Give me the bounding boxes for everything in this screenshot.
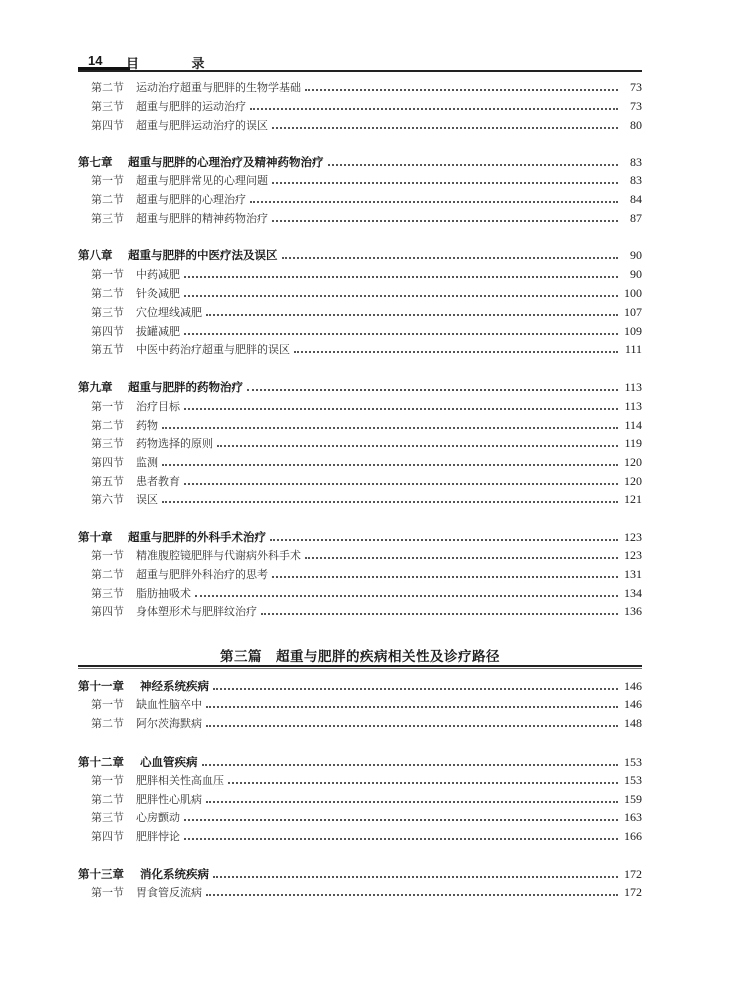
entry-number: 第十二章: [78, 755, 124, 769]
entry-title: 药物: [136, 419, 158, 432]
entry-title: 肥胖悖论: [136, 830, 180, 843]
entry-title: 运动治疗超重与肥胖的生物学基础: [136, 81, 301, 94]
entry-page-number: 153: [624, 754, 642, 769]
entry-title: 超重与肥胖运动治疗的误区: [136, 119, 268, 132]
dot-leader: [206, 893, 618, 896]
entry-number: 第十三章: [78, 867, 124, 881]
dot-leader: [305, 88, 618, 91]
dot-leader: [250, 107, 618, 110]
part-rule-thin: [78, 668, 642, 669]
toc-section-entry: [78, 828, 642, 844]
toc-section-entry: [78, 341, 642, 357]
entry-page-number: 113: [624, 379, 642, 394]
dot-leader: [206, 724, 618, 727]
entry-page-number: 84: [630, 191, 642, 206]
dot-leader: [270, 538, 618, 541]
entry-title: 超重与肥胖的中医疗法及误区: [128, 248, 278, 262]
entry-page-number: 146: [624, 696, 642, 711]
toc-section-entry: [78, 473, 642, 489]
part-title: 第三篇 超重与肥胖的疾病相关性及诊疗路径: [220, 649, 500, 665]
dot-leader: [184, 275, 618, 278]
entry-title: 脂肪抽吸术: [136, 587, 191, 600]
entry-page-number: 166: [624, 828, 642, 843]
entry-page-number: 120: [624, 473, 642, 488]
toc-section-entry: [78, 772, 642, 788]
dot-leader: [282, 256, 619, 259]
entry-number: 第一节: [91, 774, 124, 787]
entry-title: 心房颤动: [136, 811, 180, 824]
toc-section-entry: [78, 454, 642, 470]
entry-title: 超重与肥胖外科治疗的思考: [136, 568, 268, 581]
dot-leader: [228, 781, 618, 784]
dot-leader: [217, 444, 618, 447]
toc-section-entry: [78, 304, 642, 320]
entry-page-number: 83: [630, 172, 642, 187]
entry-title: 超重与肥胖常见的心理问题: [136, 174, 268, 187]
toc-section-entry: [78, 791, 642, 807]
entry-number: 第八章: [78, 248, 113, 262]
entry-title: 精准腹腔镜肥胖与代谢病外科手术: [136, 549, 301, 562]
entry-number: 第四节: [91, 119, 124, 132]
toc-section-entry: [78, 884, 642, 900]
entry-number: 第七章: [78, 155, 113, 169]
entry-number: 第二节: [91, 419, 124, 432]
entry-title: 超重与肥胖的药物治疗: [128, 380, 243, 394]
part-rule: [78, 665, 642, 667]
entry-page-number: 90: [630, 247, 642, 262]
entry-title: 缺血性脑卒中: [136, 698, 202, 711]
entry-page-number: 172: [624, 866, 642, 881]
entry-page-number: 113: [624, 398, 642, 413]
dot-leader: [213, 875, 618, 878]
entry-page-number: 123: [624, 547, 642, 562]
dot-leader: [272, 219, 618, 222]
toc-section-entry: [78, 435, 642, 451]
entry-number: 第三节: [91, 587, 124, 600]
entry-page-number: 131: [624, 566, 642, 581]
toc-section-entry: [78, 715, 642, 731]
entry-number: 第一节: [91, 698, 124, 711]
dot-leader: [206, 705, 618, 708]
entry-page-number: 159: [624, 791, 642, 806]
entry-page-number: 73: [630, 79, 642, 94]
entry-number: 第二节: [91, 793, 124, 806]
dot-leader: [202, 763, 619, 766]
entry-number: 第四节: [91, 605, 124, 618]
entry-page-number: 83: [630, 154, 642, 169]
page-number: 14: [88, 53, 103, 68]
entry-number: 第三节: [91, 437, 124, 450]
entry-title: 胃食管反流病: [136, 886, 202, 899]
entry-title: 阿尔茨海默病: [136, 717, 202, 730]
dot-leader: [195, 594, 618, 597]
entry-number: 第二节: [91, 193, 124, 206]
entry-title: 监测: [136, 456, 158, 469]
dot-leader: [294, 350, 618, 353]
entry-page-number: 123: [624, 529, 642, 544]
dot-leader: [247, 388, 618, 391]
entry-title: 药物选择的原则: [136, 437, 213, 450]
entry-number: 第三节: [91, 811, 124, 824]
dot-leader: [184, 818, 618, 821]
page-header: [78, 53, 642, 71]
entry-title: 超重与肥胖的心理治疗及精神药物治疗: [128, 155, 324, 169]
entry-page-number: 73: [630, 98, 642, 113]
toc-section-entry: [78, 98, 642, 114]
entry-number: 第十一章: [78, 679, 124, 693]
toc-section-entry: [78, 79, 642, 95]
toc-section-entry: [78, 117, 642, 133]
entry-page-number: 80: [630, 117, 642, 132]
entry-page-number: 100: [624, 285, 642, 300]
entry-page-number: 172: [624, 884, 642, 899]
entry-number: 第一节: [91, 268, 124, 281]
entry-page-number: 134: [624, 585, 642, 600]
entry-title: 穴位埋线减肥: [136, 306, 202, 319]
entry-page-number: 111: [624, 341, 642, 356]
entry-page-number: 87: [630, 210, 642, 225]
dot-leader: [184, 294, 618, 297]
toc-section-entry: [78, 398, 642, 414]
dot-leader: [184, 332, 618, 335]
entry-title: 治疗目标: [136, 400, 180, 413]
entry-number: 第二节: [91, 81, 124, 94]
entry-number: 第一节: [91, 886, 124, 899]
entry-page-number: 107: [624, 304, 642, 319]
toc-section-entry: [78, 172, 642, 188]
entry-number: 第九章: [78, 380, 113, 394]
entry-title: 拔罐减肥: [136, 325, 180, 338]
dot-leader: [272, 575, 618, 578]
toc-chapter-entry: [78, 379, 642, 395]
entry-number: 第三节: [91, 100, 124, 113]
entry-number: 第四节: [91, 325, 124, 338]
toc-chapter-entry: [78, 678, 642, 694]
entry-number: 第四节: [91, 456, 124, 469]
entry-title: 肥胖性心肌病: [136, 793, 202, 806]
toc-section-entry: [78, 210, 642, 226]
dot-leader: [261, 612, 618, 615]
entry-title: 患者教育: [136, 475, 180, 488]
toc-chapter-entry: [78, 247, 642, 263]
entry-page-number: 119: [624, 435, 642, 450]
toc-section-entry: [78, 809, 642, 825]
toc-section-entry: [78, 585, 642, 601]
dot-leader: [272, 181, 618, 184]
entry-page-number: 163: [624, 809, 642, 824]
dot-leader: [272, 126, 618, 129]
entry-page-number: 121: [624, 491, 642, 506]
dot-leader: [250, 200, 618, 203]
entry-page-number: 148: [624, 715, 642, 730]
part-heading: [78, 641, 642, 667]
entry-number: 第二节: [91, 717, 124, 730]
entry-title: 超重与肥胖的精神药物治疗: [136, 212, 268, 225]
entry-number: 第一节: [91, 549, 124, 562]
dot-leader: [162, 426, 618, 429]
toc-chapter-entry: [78, 154, 642, 170]
dot-leader: [206, 313, 618, 316]
entry-number: 第十章: [78, 530, 113, 544]
toc-chapter-entry: [78, 866, 642, 882]
entry-number: 第五节: [91, 343, 124, 356]
entry-page-number: 114: [624, 417, 642, 432]
entry-number: 第二节: [91, 568, 124, 581]
toc-section-entry: [78, 191, 642, 207]
entry-number: 第一节: [91, 174, 124, 187]
toc-section-entry: [78, 285, 642, 301]
entry-number: 第一节: [91, 400, 124, 413]
toc-section-entry: [78, 323, 642, 339]
entry-title: 误区: [136, 493, 158, 506]
dot-leader: [305, 556, 618, 559]
entry-page-number: 120: [624, 454, 642, 469]
entry-title: 消化系统疾病: [140, 867, 209, 881]
entry-number: 第四节: [91, 830, 124, 843]
entry-title: 超重与肥胖的运动治疗: [136, 100, 246, 113]
entry-page-number: 136: [624, 603, 642, 618]
toc-chapter-entry: [78, 754, 642, 770]
entry-title: 中药减肥: [136, 268, 180, 281]
dot-leader: [328, 163, 619, 166]
toc-section-entry: [78, 603, 642, 619]
entry-page-number: 153: [624, 772, 642, 787]
entry-page-number: 109: [624, 323, 642, 338]
toc-section-entry: [78, 566, 642, 582]
toc-section-entry: [78, 696, 642, 712]
toc-chapter-entry: [78, 529, 642, 545]
entry-number: 第五节: [91, 475, 124, 488]
entry-number: 第三节: [91, 306, 124, 319]
entry-title: 针灸减肥: [136, 287, 180, 300]
toc-section-entry: [78, 417, 642, 433]
entry-title: 中医中药治疗超重与肥胖的误区: [136, 343, 290, 356]
entry-number: 第二节: [91, 287, 124, 300]
dot-leader: [184, 482, 618, 485]
dot-leader: [213, 687, 618, 690]
entry-page-number: 90: [630, 266, 642, 281]
entry-title: 神经系统疾病: [140, 679, 209, 693]
dot-leader: [206, 800, 618, 803]
entry-title: 身体塑形术与肥胖纹治疗: [136, 605, 257, 618]
entry-title: 心血管疾病: [140, 755, 198, 769]
entry-number: 第六节: [91, 493, 124, 506]
entry-title: 超重与肥胖的心理治疗: [136, 193, 246, 206]
dot-leader: [162, 463, 618, 466]
toc-section-entry: [78, 491, 642, 507]
entry-page-number: 146: [624, 678, 642, 693]
dot-leader: [184, 407, 618, 410]
dot-leader: [162, 500, 618, 503]
toc-section-entry: [78, 266, 642, 282]
toc-section-entry: [78, 547, 642, 563]
dot-leader: [184, 837, 618, 840]
entry-title: 超重与肥胖的外科手术治疗: [128, 530, 266, 544]
entry-title: 肥胖相关性高血压: [136, 774, 224, 787]
header-title: 目 录: [126, 57, 229, 72]
entry-number: 第三节: [91, 212, 124, 225]
